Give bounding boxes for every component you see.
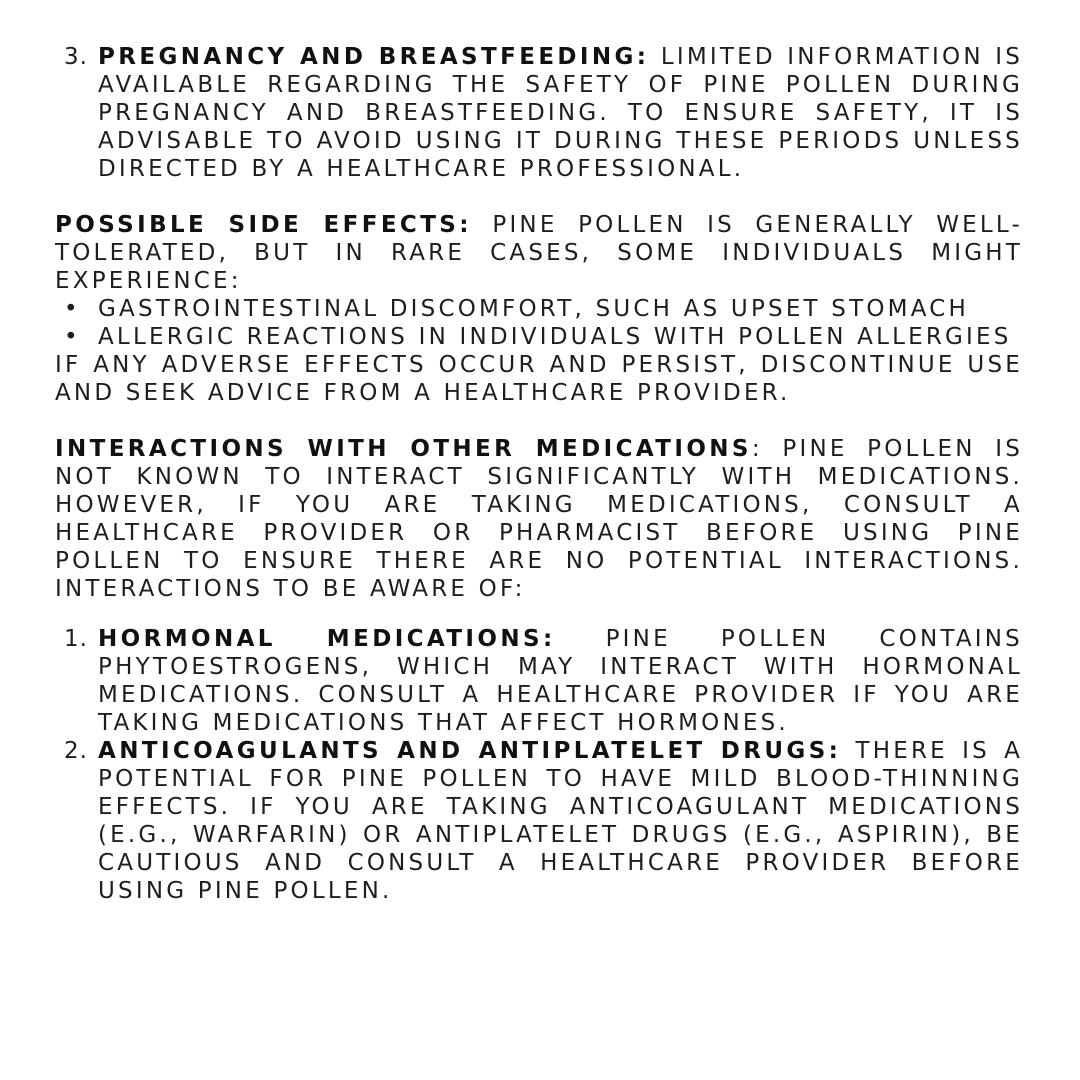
side-effects-closing: IF ANY ADVERSE EFFECTS OCCUR AND PERSIST, DISCONTINUE USE AND SEEK ADVICE FROM A HEALTHCARE PROVIDER.: [55, 352, 1023, 406]
bullet-text: ALLERGIC REACTIONS IN INDIVIDUALS WITH POLLEN ALLERGIES: [98, 324, 1012, 350]
interaction-heading: ANTICOAGULANTS AND ANTIPLATELET DRUGS:: [98, 738, 842, 764]
interactions-heading: INTERACTIONS WITH OTHER MEDICATIONS: [55, 436, 752, 462]
interaction-paragraph: [98, 625, 1023, 737]
side-effects-heading: POSSIBLE SIDE EFFECTS:: [55, 212, 472, 238]
bullet-text: GASTROINTESTINAL DISCOMFORT, SUCH AS UPSET STOMACH: [98, 296, 969, 322]
document-page: [55, 43, 1023, 905]
list-number: 2.: [64, 738, 88, 764]
list-number: 3.: [64, 44, 88, 70]
pregnancy-heading: PREGNANCY AND BREASTFEEDING:: [98, 44, 650, 70]
side-effect-bullet: [55, 295, 1023, 323]
pregnancy-item: [55, 43, 1023, 183]
pregnancy-text: LIMITED INFORMATION IS AVAILABLE REGARDING THE SAFETY OF PINE POLLEN DURING PREGNANCY AND BREASTFEEDING. TO ENSURE SAFETY, IT IS ADVISABLE TO AVOID USING IT DURING THESE PERIODS UNLESS DIRECTED BY A HEALTHCARE PROFESSIONAL.: [98, 44, 1023, 182]
bullet-dot-icon: •: [64, 296, 78, 322]
interaction-item-hormonal: [55, 625, 1023, 737]
interactions-paragraph: [55, 435, 1023, 603]
interaction-item-anticoagulants: [55, 737, 1023, 905]
side-effects-intro: PINE POLLEN IS GENERALLY WELL-TOLERATED, BUT IN RARE CASES, SOME INDIVIDUALS MIGHT EXPERIENCE:: [55, 212, 1023, 294]
interaction-paragraph: [98, 737, 1023, 905]
side-effect-bullet: [55, 323, 1023, 351]
pregnancy-paragraph: [98, 43, 1023, 183]
side-effects-paragraph: [55, 211, 1023, 295]
bullet-dot-icon: •: [64, 324, 78, 350]
list-number: 1.: [64, 626, 88, 652]
interaction-text: PINE POLLEN CONTAINS PHYTOESTROGENS, WHICH MAY INTERACT WITH HORMONAL MEDICATIONS. CONSULT A HEALTHCARE PROVIDER IF YOU ARE TAKING MEDICATIONS THAT AFFECT HORMONES.: [98, 626, 1023, 736]
interaction-heading: HORMONAL MEDICATIONS:: [98, 626, 556, 652]
interactions-text: : PINE POLLEN IS NOT KNOWN TO INTERACT SIGNIFICANTLY WITH MEDICATIONS. HOWEVER, IF YOU ARE TAKING MEDICATIONS, CONSULT A HEALTHCARE PROVIDER OR PHARMACIST BEFORE USING PINE POLLEN TO ENSURE THERE ARE NO POTENTIAL INTERACTIONS. INTERACTIONS TO BE AWARE OF:: [55, 436, 1024, 602]
interaction-text: THERE IS A POTENTIAL FOR PINE POLLEN TO HAVE MILD BLOOD-THINNING EFFECTS. IF YOU ARE TAKING ANTICOAGULANT MEDICATIONS (E.G., WARFARIN) OR ANTIPLATELET DRUGS (E.G., ASPIRIN), BE CAUTIOUS AND CONSULT A HEALTHCARE PROVIDER BEFORE USING PINE POLLEN.: [98, 738, 1024, 904]
